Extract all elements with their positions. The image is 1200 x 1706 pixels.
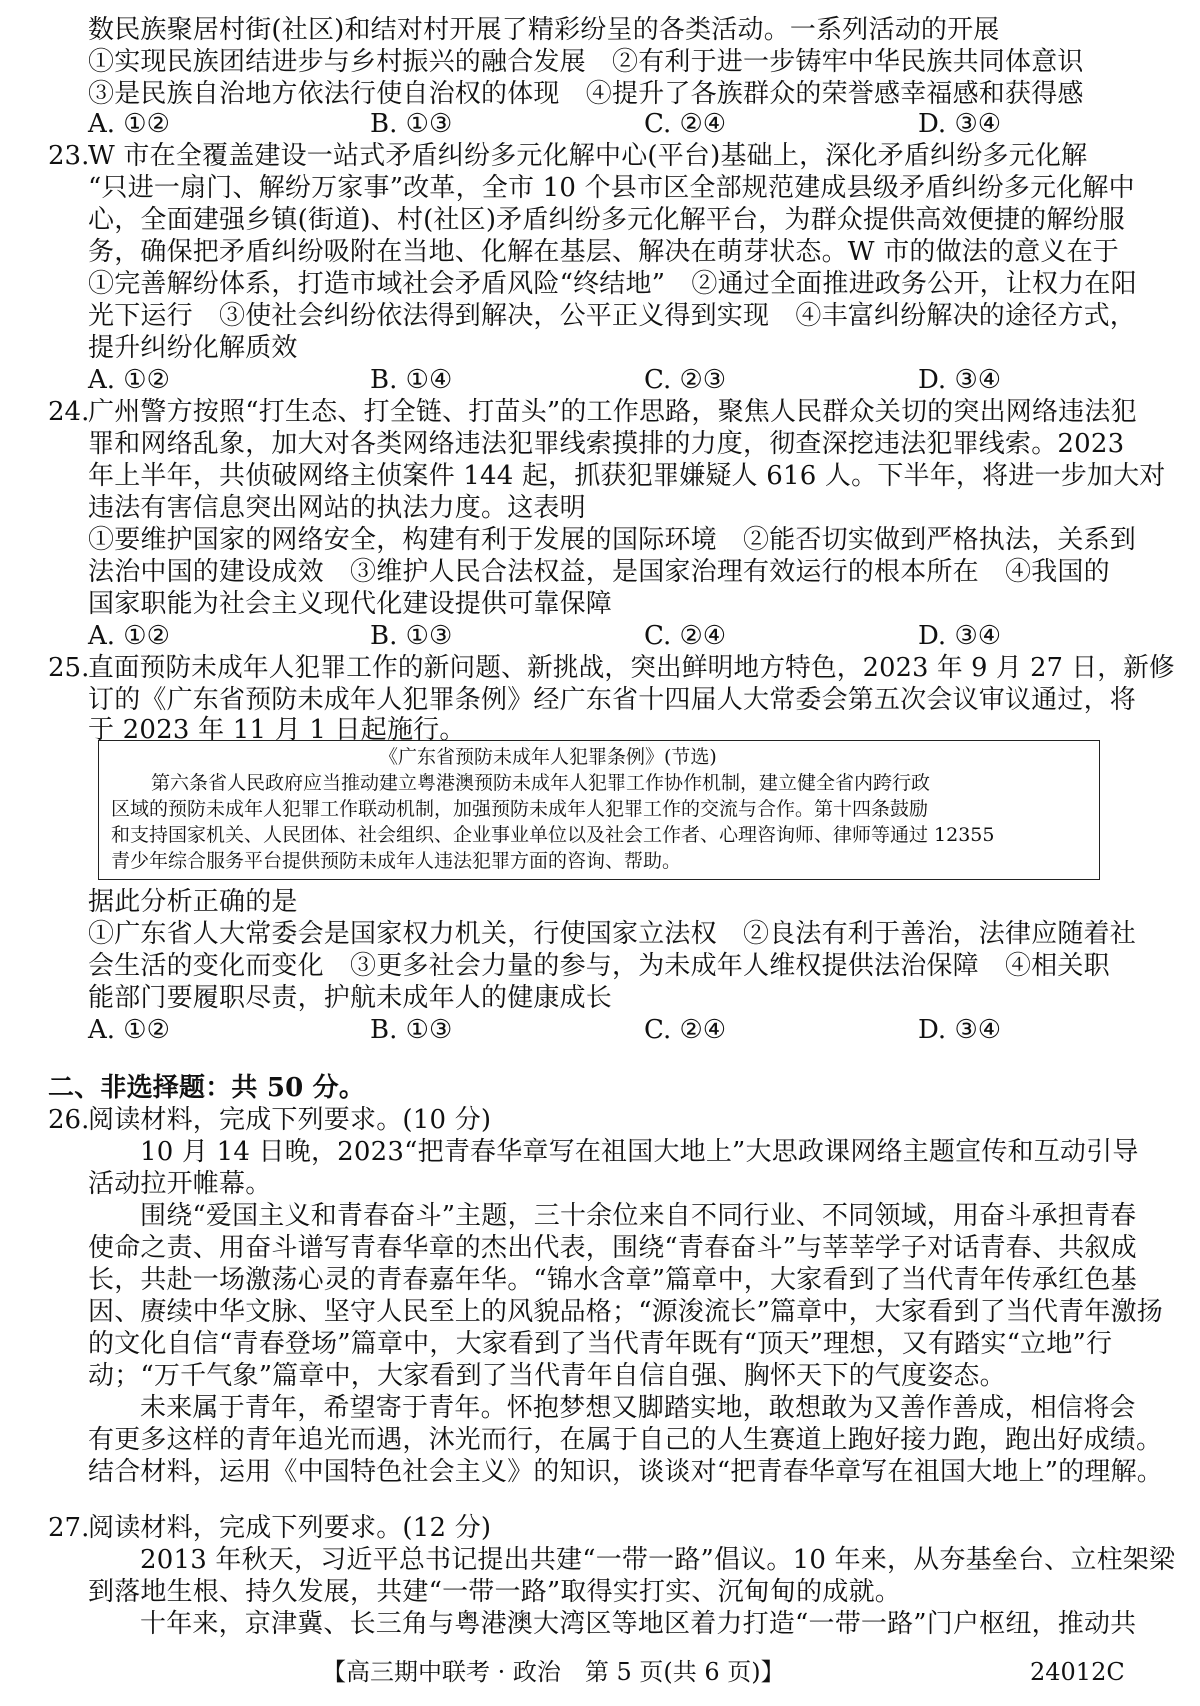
q24-line: 违法有害信息突出网站的执法力度。这表明 (88, 493, 586, 523)
excerpt-line: 第六条省人民政府应当推动建立粤港澳预防未成年人犯罪工作协作机制，建立健全省内跨行政 (151, 772, 931, 794)
q23-line: “只进一扇门、解纷万家事”改革，全市 10 个县市区全部规范建成县级矛盾纠纷多元化解中 (88, 173, 1135, 203)
page-footer: 【高三期中联考 · 政治 第 5 页(共 6 页)】 (322, 1658, 785, 1686)
q27-line: 到落地生根、持久发展，共建“一带一路”取得实打实、沉甸甸的成就。 (88, 1577, 901, 1607)
option-d: D. ③④ (918, 1015, 1002, 1045)
q26-line: 结合材料，运用《中国特色社会主义》的知识，谈谈对“把青春华章写在祖国大地上”的理解。 (88, 1457, 1163, 1487)
question-number: 27. (48, 1513, 90, 1543)
q24-line: 罪和网络乱象，加大对各类网络违法犯罪线索摸排的力度，彻查深挖违法犯罪线索。2023 (88, 429, 1125, 459)
excerpt-title: 《广东省预防未成年人犯罪条例》(节选) (379, 746, 717, 768)
q26-line: 使命之责、用奋斗谱写青春华章的杰出代表，围绕“青春奋斗”与莘莘学子对话青春、共叙成 (88, 1233, 1137, 1263)
exam-code: 24012C (1030, 1658, 1125, 1686)
q24-line: 国家职能为社会主义现代化建设提供可靠保障 (88, 589, 613, 619)
q27-line: 2013 年秋天，习近平总书记提出共建“一带一路”倡议。10 年来，从夯基垒台、立柱架梁 (140, 1545, 1176, 1575)
q26-line: 长，共赴一场激荡心灵的青春嘉年华。“锦水含章”篇章中，大家看到了当代青年传承红色基 (88, 1265, 1137, 1295)
q25-line: 订的《广东省预防未成年人犯罪条例》经广东省十四届人大常委会第五次会议审议通过，将 (88, 685, 1137, 715)
option-c: C. ②④ (644, 109, 727, 139)
excerpt-line: 区域的预防未成年人犯罪工作联动机制，加强预防未成年人犯罪工作的交流与合作。第十四条鼓励 (111, 798, 929, 820)
option-a: A. ①② (88, 621, 170, 651)
q25-line: 能部门要履职尽责，护航未成年人的健康成长 (88, 983, 613, 1013)
q23-line: 提升纠纷化解质效 (88, 333, 298, 363)
q25-line: 据此分析正确的是 (88, 887, 298, 917)
q23-line: 心，全面建强乡镇(街道)、村(社区)矛盾纠纷多元化解平台，为群众提供高效便捷的解纷服 (88, 205, 1125, 235)
question-number: 26. (48, 1105, 90, 1135)
q23-line: 光下运行 ③使社会纠纷依法得到解决，公平正义得到实现 ④丰富纠纷解决的途径方式， (88, 301, 1137, 331)
q26-line: 因、赓续中华文脉、坚守人民至上的风貌品格；“源浚流长”篇章中，大家看到了当代青年激扬 (88, 1297, 1163, 1327)
excerpt-line: 和支持国家机关、人民团体、社会组织、企业事业单位以及社会工作者、心理咨询师、律师等通过 12355 (111, 824, 995, 846)
option-c: C. ②③ (644, 365, 727, 395)
q26-head: 阅读材料，完成下列要求。(10 分) (88, 1105, 492, 1135)
excerpt-box (98, 740, 1100, 880)
q26-line: 的文化自信“青春登场”篇章中，大家看到了当代青年既有“顶天”理想，又有踏实“立地”行 (88, 1329, 1113, 1359)
option-d: D. ③④ (918, 109, 1002, 139)
q22-statement-line: ①实现民族团结进步与乡村振兴的融合发展 ②有利于进一步铸牢中华民族共同体意识 (88, 47, 1084, 77)
excerpt-line: 青少年综合服务平台提供预防未成年人违法犯罪方面的咨询、帮助。 (111, 850, 682, 872)
q26-line: 10 月 14 日晚，2023“把青春华章写在祖国大地上”大思政课网络主题宣传和互动引导 (140, 1137, 1139, 1167)
option-a: A. ①② (88, 109, 170, 139)
option-c: C. ②④ (644, 621, 727, 651)
q23-line: 务，确保把矛盾纠纷吸附在当地、化解在基层、解决在萌芽状态。W 市的做法的意义在于 (88, 237, 1119, 267)
q25-line: 直面预防未成年人犯罪工作的新问题、新挑战，突出鲜明地方特色，2023 年 9 月 27 日，新修 (88, 653, 1175, 683)
q24-line: 广州警方按照“打生态、打全链、打苗头”的工作思路，聚焦人民群众关切的突出网络违法犯 (88, 397, 1137, 427)
question-number: 25. (48, 653, 90, 683)
option-a: A. ①② (88, 1015, 170, 1045)
question-number: 24. (48, 397, 90, 427)
q23-line: ①完善解纷体系，打造市域社会矛盾风险“终结地” ②通过全面推进政务公开，让权力在阳 (88, 269, 1137, 299)
option-b: B. ①③ (370, 109, 453, 139)
q25-line: ①广东省人大常委会是国家权力机关，行使国家立法权 ②良法有利于善治，法律应随着社 (88, 919, 1137, 949)
q27-line: 十年来，京津冀、长三角与粤港澳大湾区等地区着力打造“一带一路”门户枢纽，推动共 (140, 1609, 1137, 1639)
q26-line: 未来属于青年，希望寄于青年。怀抱梦想又脚踏实地，敢想敢为又善作善成，相信将会 (140, 1393, 1136, 1423)
q24-line: 年上半年，共侦破网络主侦案件 144 起，抓获犯罪嫌疑人 616 人。下半年，将进一步加大对 (88, 461, 1166, 491)
q26-line: 动；“万千气象”篇章中，大家看到了当代青年自信自强、胸怀天下的气度姿态。 (88, 1361, 1006, 1391)
q24-line: ①要维护国家的网络安全，构建有利于发展的国际环境 ②能否切实做到严格执法，关系到 (88, 525, 1137, 555)
q24-line: 法治中国的建设成效 ③维护人民合法权益，是国家治理有效运行的根本所在 ④我国的 (88, 557, 1110, 587)
q22-statement-line: ③是民族自治地方依法行使自治权的体现 ④提升了各族群众的荣誉感幸福感和获得感 (88, 79, 1084, 109)
question-number: 23. (48, 141, 90, 171)
option-d: D. ③④ (918, 365, 1002, 395)
q26-line: 有更多这样的青年追光而遇，沐光而行，在属于自己的人生赛道上跑好接力跑，跑出好成绩。 (88, 1425, 1163, 1455)
q25-line: 会生活的变化而变化 ③更多社会力量的参与，为未成年人维权提供法治保障 ④相关职 (88, 951, 1110, 981)
q27-head: 阅读材料，完成下列要求。(12 分) (88, 1513, 492, 1543)
q23-line: W 市在全覆盖建设一站式矛盾纠纷多元化解中心(平台)基础上，深化矛盾纠纷多元化解 (88, 141, 1088, 171)
section-heading: 二、非选择题：共 50 分。 (48, 1073, 366, 1103)
option-a: A. ①② (88, 365, 170, 395)
option-b: B. ①③ (370, 1015, 453, 1045)
q25-line: 于 2023 年 11 月 1 日起施行。 (88, 715, 466, 745)
option-b: B. ①④ (370, 365, 453, 395)
option-b: B. ①③ (370, 621, 453, 651)
option-d: D. ③④ (918, 621, 1002, 651)
option-c: C. ②④ (644, 1015, 727, 1045)
q26-line: 活动拉开帷幕。 (88, 1169, 272, 1199)
q26-line: 围绕“爱国主义和青春奋斗”主题，三十余位来自不同行业、不同领域，用奋斗承担青春 (140, 1201, 1137, 1231)
q22-text-line: 数民族聚居村街(社区)和结对村开展了精彩纷呈的各类活动。一系列活动的开展 (88, 15, 1000, 45)
